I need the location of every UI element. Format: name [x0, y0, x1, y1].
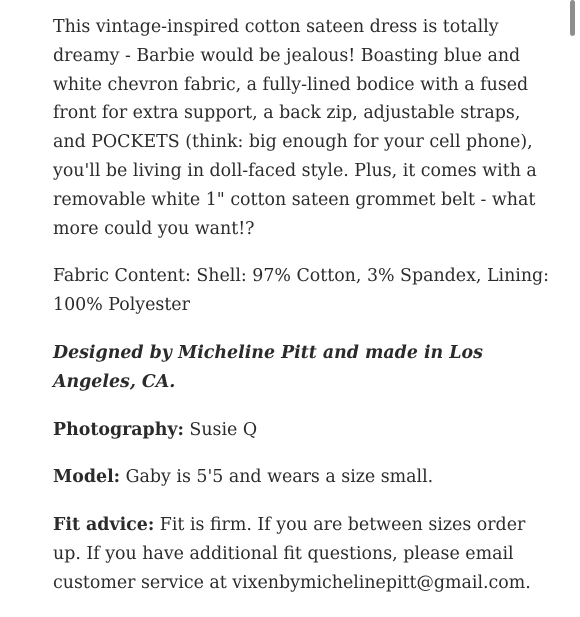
photography-value: Susie Q: [183, 419, 258, 440]
scrollbar-thumb[interactable]: [570, 0, 575, 36]
photography-credit: [53, 416, 553, 445]
description-paragraph: This vintage-inspired cotton sateen dress is totally dreamy - Barbie would be jealous! Boasting blue and white chevron fabric, a fully-lined bodice with a fused front for extra support, a back zip, adjustable straps, and POCKETS (think: big enough for your cell phone), you'll be living in doll-faced style. Plus, it comes with a removable white 1" cotton sateen grommet belt - what more could you want!?: [53, 17, 537, 239]
photography-label: Photography:: [53, 419, 184, 440]
fit-advice-value: Fit is firm. If you are between sizes order up. If you have additional fit questions, please email customer service at vixenbymichelinepitt@gmail.com.: [53, 515, 531, 593]
designer-credit: Designed by Micheline Pitt and made in Los Angeles, CA.: [53, 342, 483, 392]
model-value: Gaby is 5'5 and wears a size small.: [120, 467, 434, 488]
model-info: [53, 463, 553, 492]
fit-advice: [53, 511, 553, 597]
fit-advice-label: Fit advice:: [53, 515, 155, 536]
fabric-content: Fabric Content: Shell: 97% Cotton, 3% Spandex, Lining: 100% Polyester: [53, 266, 550, 316]
product-description: [53, 13, 553, 617]
model-label: Model:: [53, 467, 121, 488]
